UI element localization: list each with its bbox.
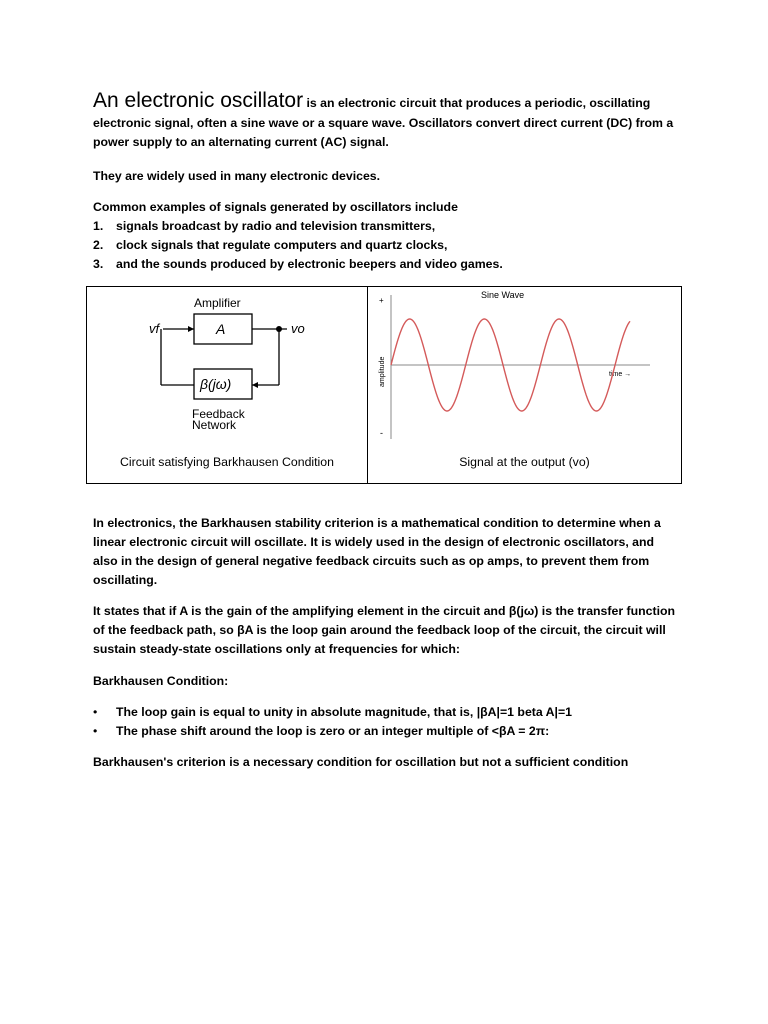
plus-label: +	[379, 296, 384, 305]
criterion-paragraph: In electronics, the Barkhausen stability criterion is a mathematical condition to determine when a linear electronic circuit will oscillate. It is widely used in the design of electronic oscillators, and also in the design of general negative feedback circuits such as op amps, to prevent them from oscillating.	[93, 516, 661, 587]
amplifier-label: Amplifier	[194, 296, 241, 310]
gain-label: A	[216, 321, 226, 337]
circuit-panel	[87, 287, 367, 483]
examples-lead: Common examples of signals generated by oscillators include	[93, 200, 458, 214]
minus-label: -	[380, 428, 383, 438]
feedback-label-line1: Feedback	[192, 407, 245, 421]
uses-paragraph: They are widely used in many electronic devices.	[93, 169, 381, 183]
signal-panel	[368, 287, 681, 483]
list-item: • The phase shift around the loop is zero or an integer multiple of <βA = 2π:	[93, 724, 550, 738]
list-item: • The loop gain is equal to unity in absolute magnitude, that is, |βA|=1 beta A|=1	[93, 705, 573, 719]
list-item: 2. clock signals that regulate computers and quartz clocks,	[93, 238, 448, 252]
feedback-arrow	[252, 382, 258, 388]
statement-paragraph: It states that if A is the gain of the amplifying element in the circuit and β(jω) is the transfer function of the feedback path, so βA is the loop gain around the feedback loop of the circuit, the circuit will sustain steady-state oscillations only at frequencies for which:	[93, 604, 676, 656]
criterion-term: Barkhausen stability criterion	[200, 516, 374, 530]
input-label: vf	[149, 321, 160, 336]
y-axis-label: amplitude	[379, 356, 386, 387]
examples-list	[93, 217, 503, 274]
chart-title: Sine Wave	[481, 290, 525, 300]
intro-paragraph	[93, 88, 678, 152]
figure-table	[86, 286, 682, 484]
feedback-symbol: β(jω)	[200, 376, 232, 392]
x-axis-label: time →	[609, 371, 632, 378]
conditions-list	[93, 703, 572, 741]
output-label: vo	[291, 321, 305, 336]
intro-text: is an electronic circuit that produces a periodic, oscillating electronic signal, often a sine wave or a square wave. Oscillators convert direct current (DC) from a power supply to an alternating current (AC) signal.	[93, 96, 674, 149]
list-item: 3. and the sounds produced by electronic beepers and video games.	[93, 257, 503, 271]
circuit-caption: Circuit satisfying Barkhausen Condition	[120, 455, 334, 469]
circuit-diagram	[87, 287, 367, 437]
feedback-label-line2: Network	[192, 418, 237, 432]
input-arrow	[188, 326, 194, 332]
sine-wave-chart	[368, 287, 681, 447]
condition-heading: Barkhausen Condition:	[93, 674, 229, 688]
intro-title: An electronic oscillator	[93, 89, 304, 112]
conclusion-paragraph: Barkhausen's criterion is a necessary condition for oscillation but not a sufficient condition	[93, 755, 629, 769]
signal-caption: Signal at the output (vo)	[459, 455, 590, 469]
list-item: 1. signals broadcast by radio and television transmitters,	[93, 219, 436, 233]
